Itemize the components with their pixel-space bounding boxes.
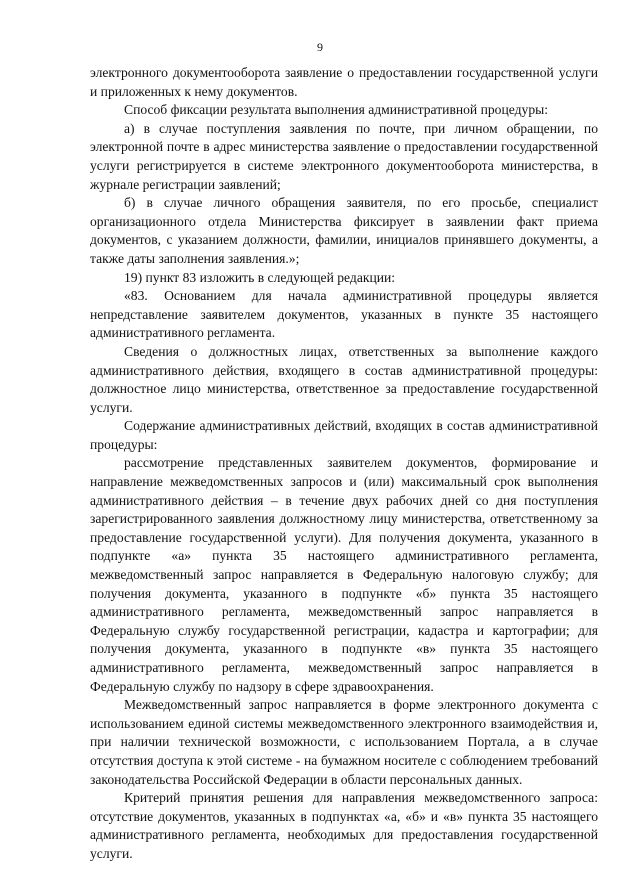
paragraph: а) в случае поступления заявления по почте, при личном обращении, по электронной почте в адрес министерства заявление о предоставлении государственной услуги регистрируется в системе электронного документооборота министерства, в журнале регистрации заявлений; [90, 120, 598, 192]
document-body [90, 64, 598, 864]
paragraph: Способ фиксации результата выполнения административной процедуры: [124, 102, 549, 118]
paragraph: рассмотрение представленных заявителем документов, формирование и направление межведомственных запросов и (или) максимальный срок выполнения административного действия – в течение двух рабочих дней со дня поступления зарегистрированного заявления должностному лицу министерства, ответственному за предоставление государственной услуги). Для получения документа, указанного в подпункте «а» пункта 35 настоящего административного регламента, межведомственный запрос направляется в Федеральную налоговую службу; для получения документа, указанного в подпункте «б» пункта 35 настоящего административного регламента, межведомственный запрос направляется в Федеральную службу государственной регистрации, кадастра и картографии; для получения документа, указанного в подпункте «в» пункта 35 настоящего административного регламента, межведомственный запрос направляется в Федеральную службу по надзору в сфере здравоохранения. [90, 455, 598, 694]
paragraph: Сведения о должностных лицах, ответственных за выполнение каждого административного действия, входящего в состав административной процедуры: должностное лицо министерства, ответственное за предоставление государственной услуги. [90, 343, 598, 415]
paragraph: б) в случае личного обращения заявителя, по его просьбе, специалист организационного отдела Министерства фиксирует в заявлении факт приема документов, с указанием должности, фамилии, инициалов принявшего документы, а также даты заполнения заявления.»; [90, 195, 598, 266]
page-number: 9 [317, 40, 323, 54]
paragraph: 19) пункт 83 изложить в следующей редакции: [124, 269, 396, 285]
paragraph: Содержание административных действий, входящих в состав административной процедуры: [90, 418, 598, 452]
paragraph: электронного документооборота заявление о предоставлении государственной услуги и приложенных к нему документов. [90, 65, 598, 99]
paragraph: «83. Основанием для начала административной процедуры является непредставление заявителем документов, указанных в пункте 35 настоящего административного регламента. [90, 288, 598, 341]
paragraph: Межведомственный запрос направляется в форме электронного документа с использованием единой системы межведомственного электронного взаимодействия и, при наличии технической возможности, с использованием Портала, а в случае отсутствия доступа к этой системе - на бумажном носителе с соблюдением требований законодательства Российской Федерации в области персональных данных. [90, 697, 598, 787]
paragraph: Критерий принятия решения для направления межведомственного запроса: отсутствие документов, указанных в подпунктах «а, «б» и «в» пункта 35 настоящего административного регламента, необходимых для предоставления государственной услуги. [90, 790, 598, 861]
